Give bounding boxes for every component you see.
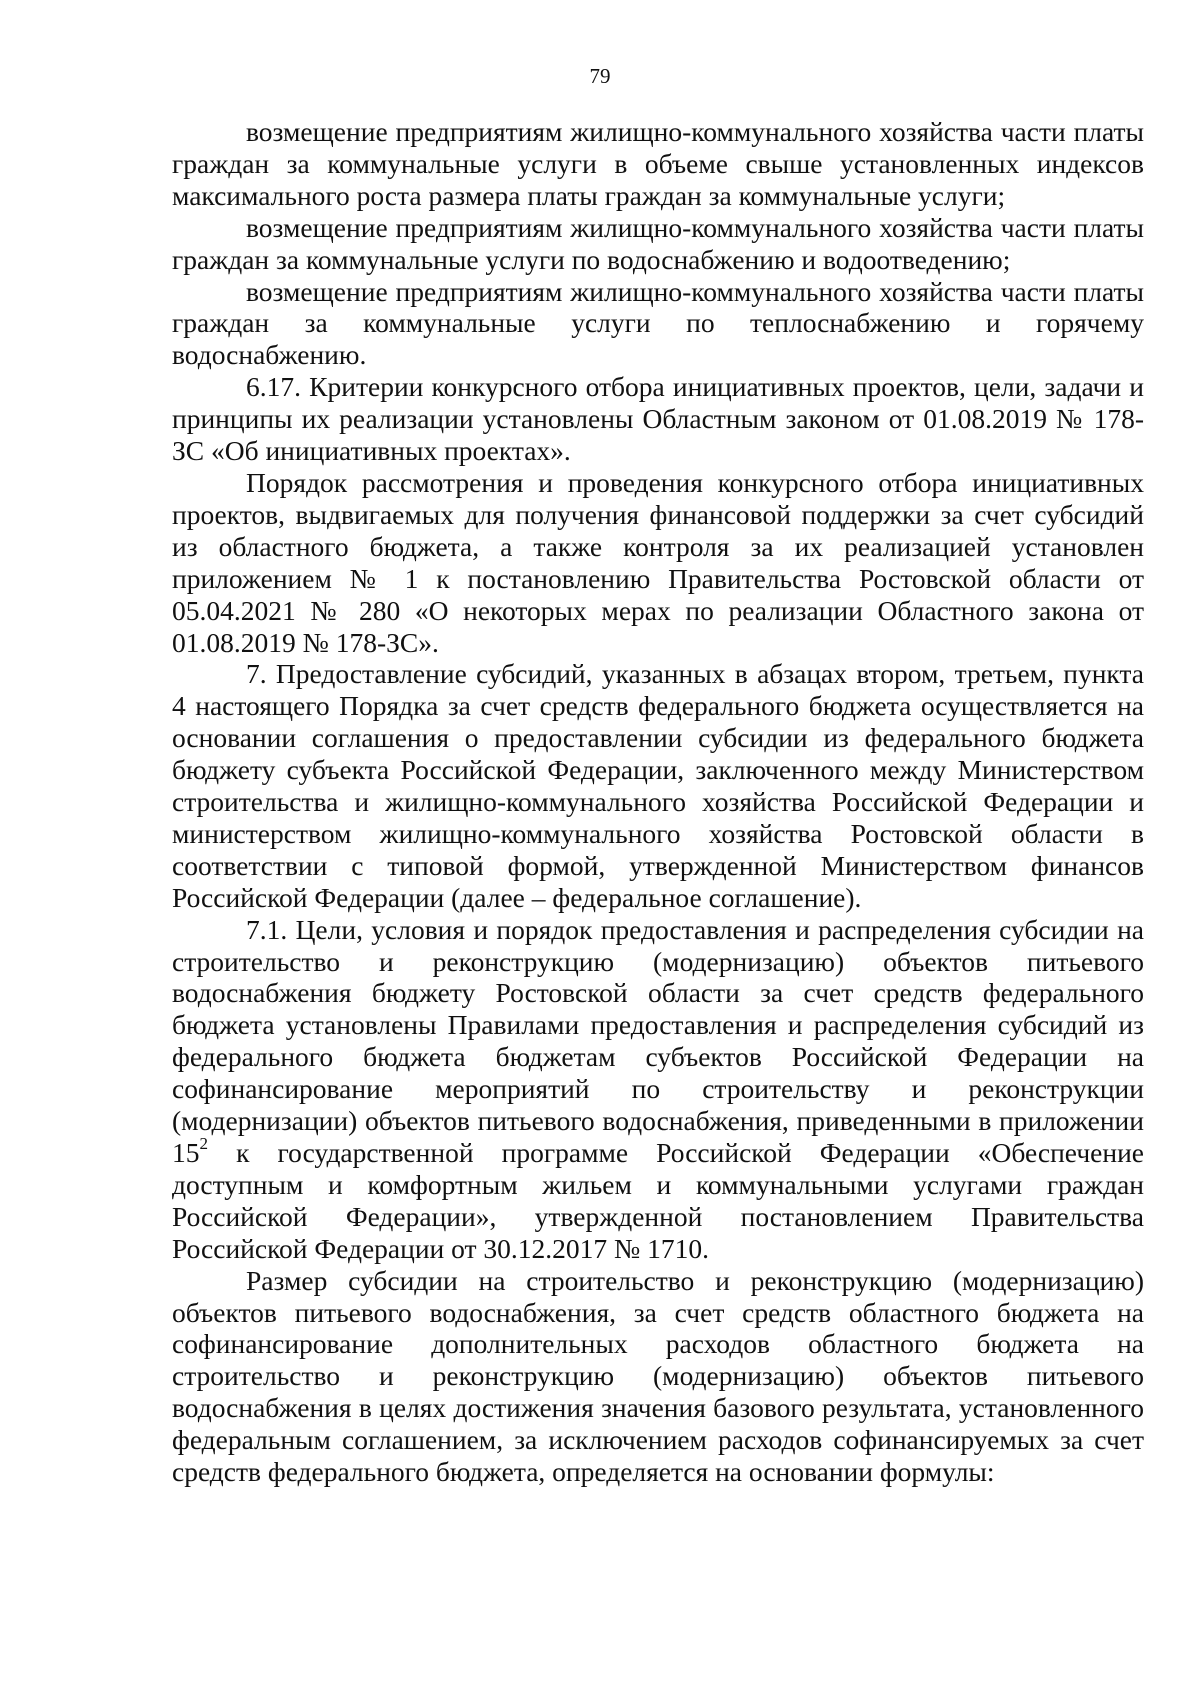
paragraph-7-1-subsidy-rules [172, 914, 1144, 1265]
paragraph-subsidy-size-formula: Размер субсидии на строительство и реконструкцию (модернизацию) объектов питьевого водоснабжения, за счет средств областного бюджета на софинансирование дополнительных расходов областного бюджета на строительство и реконструкцию (модернизацию) объектов питьевого водоснабжения в целях достижения значения базового результата, установленного федеральным соглашением, за исключением расходов софинансируемых за счет средств федерального бюджета, определяется на основании формулы: [172, 1264, 1144, 1488]
paragraph-selection-procedure: Порядок рассмотрения и проведения конкурсного отбора инициативных проектов, выдвигаемых для получения финансовой поддержки за счет субсидий из областного бюджета, а также контроля за их реализацией установлен приложением № 1 к постановлению Правительства Ростовской области от 05.04.2021 № 280 «О некоторых мерах по реализации Областного закона от 01.08.2019 № 178-ЗС». [172, 466, 1144, 658]
paragraph-7-1-text-after: к государственной программе Российской Федерации «Обеспечение доступным и комфортным жильем и коммунальными услугами граждан Российской Федерации», утвержденной постановлением Правительства Российской Федерации от 30.12.2017 № 1710. [172, 1137, 1144, 1264]
paragraph-7-federal-agreement: 7. Предоставление субсидий, указанных в абзацах втором, третьем, пункта 4 настоящего Порядка за счет средств федерального бюджета осуществляется на основании соглашения о предоставлении субсидии из федерального бюджета бюджету субъекта Российской Федерации, заключенного между Министерством строительства и жилищно-коммунального хозяйства Российской Федерации и министерством жилищно-коммунального хозяйства Ростовской области в соответствии с типовой формой, утвержденной Министерством финансов Российской Федерации (далее – федеральное соглашение). [172, 658, 1144, 913]
paragraph-7-1-text-before: 7.1. Цели, условия и порядок предоставления и распределения субсидии на строительство и реконструкцию (модернизацию) объектов питьевого водоснабжения бюджету Ростовской области за счет средств федерального бюджета установлены Правилами предоставления и распределения субсидий из федерального бюджета бюджетам субъектов Российской Федерации на софинансирование мероприятий по строительству и реконструкции (модернизации) объектов питьевого водоснабжения, приведенными в приложении 15 [172, 913, 1144, 1168]
appendix-superscript: 2 [199, 1134, 209, 1154]
page-number: 79 [589, 64, 611, 88]
paragraph-compensation-heat-supply: возмещение предприятиям жилищно-коммунального хозяйства части платы граждан за коммунальные услуги по теплоснабжению и горячему водоснабжению. [172, 275, 1144, 371]
document-body [172, 116, 1144, 1488]
paragraph-6-17-initiative-projects: 6.17. Критерии конкурсного отбора инициативных проектов, цели, задачи и принципы их реализации установлены Областным законом от 01.08.2019 № 178-ЗС «Об инициативных проектах». [172, 371, 1144, 467]
paragraph-compensation-excess-indices: возмещение предприятиям жилищно-коммунального хозяйства части платы граждан за коммунальные услуги в объеме свыше установленных индексов максимального роста размера платы граждан за коммунальные услуги; [172, 116, 1144, 211]
paragraph-compensation-water-supply: возмещение предприятиям жилищно-коммунального хозяйства части платы граждан за коммунальные услуги по водоснабжению и водоотведению; [172, 211, 1144, 275]
